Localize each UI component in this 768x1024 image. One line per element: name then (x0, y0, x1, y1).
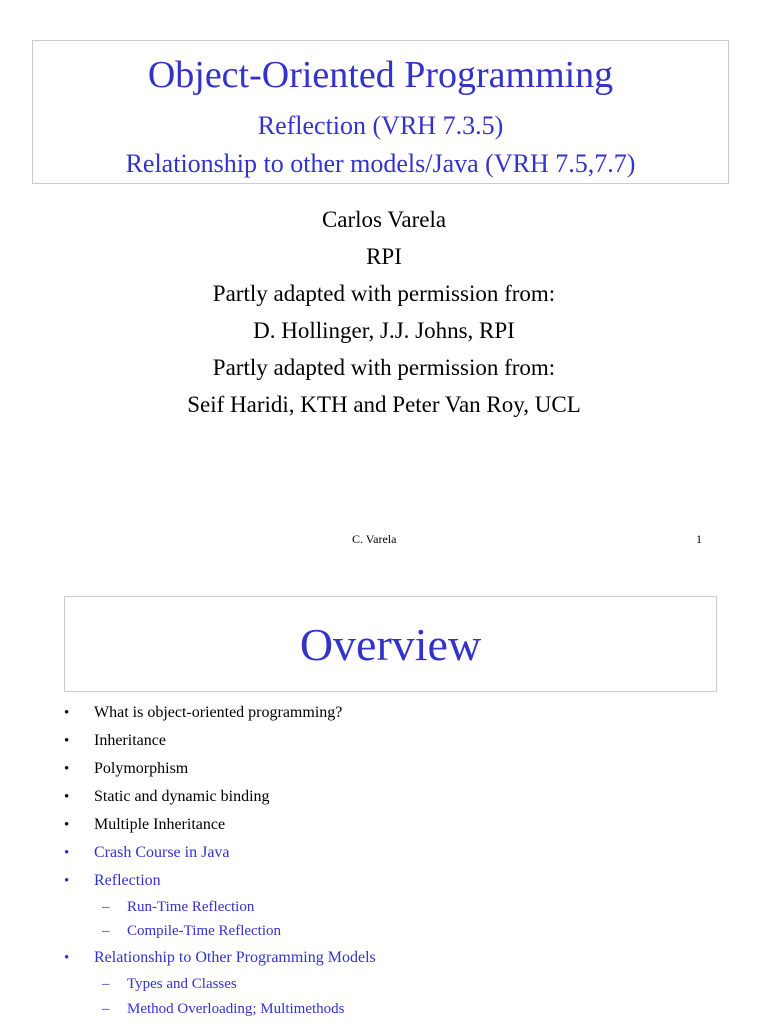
credit-authors-1: D. Hollinger, J.J. Johns, RPI (253, 318, 515, 343)
list-item (64, 814, 225, 836)
author-name: Carlos Varela (321, 207, 447, 232)
bullet-icon: • (64, 873, 70, 889)
credit-line-1: Partly adapted with permission from: (212, 281, 556, 306)
dash-icon: – (102, 1001, 110, 1017)
bullet-icon: • (64, 705, 70, 721)
list-item-text: What is object-oriented programming? (94, 704, 343, 721)
list-item-text: Multiple Inheritance (94, 816, 226, 833)
bullet-icon: • (64, 789, 70, 805)
footer-author: C. Varela (352, 532, 397, 546)
list-item (64, 702, 342, 724)
overview-slide (0, 560, 768, 1024)
sub-list-item (102, 897, 254, 917)
sub-list-item-text: Run-Time Reflection (127, 899, 255, 915)
sub-list-item-text: Types and Classes (127, 976, 237, 992)
dash-icon: – (102, 899, 110, 915)
overview-title: Overview (299, 619, 482, 670)
list-item (64, 947, 376, 969)
title-box (32, 40, 729, 184)
list-item (64, 758, 188, 780)
sub-list-item (102, 921, 281, 941)
sub-list-item (102, 974, 237, 994)
dash-icon: – (102, 976, 110, 992)
credit-line-2: Partly adapted with permission from: (212, 355, 556, 380)
slide-subtitle-relationship: Relationship to other models/Java (VRH 7.5,7.7) (125, 149, 636, 178)
list-item (64, 842, 230, 864)
page-number: 1 (696, 532, 702, 546)
list-item-text: Polymorphism (94, 760, 189, 777)
sub-list-item-text: Method Overloading; Multimethods (127, 1001, 345, 1017)
list-item (64, 786, 270, 808)
slide-subtitle-reflection: Reflection (VRH 7.3.5) (257, 111, 504, 140)
list-item (64, 730, 166, 752)
sub-list-item (102, 999, 344, 1019)
bullet-icon: • (64, 761, 70, 777)
sub-list-item-text: Compile-Time Reflection (127, 923, 282, 939)
overview-title-box (64, 596, 717, 692)
list-item-text: Relationship to Other Programming Models (94, 949, 376, 966)
list-item-text: Static and dynamic binding (94, 788, 270, 805)
bullet-icon: • (64, 845, 70, 861)
author-affiliation: RPI (366, 244, 402, 269)
slide-title: Object-Oriented Programming (147, 54, 614, 96)
bullet-icon: • (64, 733, 70, 749)
dash-icon: – (102, 923, 110, 939)
author-credits (0, 203, 768, 425)
bullet-icon: • (64, 817, 70, 833)
bullet-icon: • (64, 950, 70, 966)
list-item (64, 870, 161, 892)
list-item-text: Reflection (94, 872, 161, 889)
list-item-text: Crash Course in Java (94, 844, 230, 861)
credit-authors-2: Seif Haridi, KTH and Peter Van Roy, UCL (187, 392, 581, 417)
list-item-text: Inheritance (94, 732, 166, 749)
